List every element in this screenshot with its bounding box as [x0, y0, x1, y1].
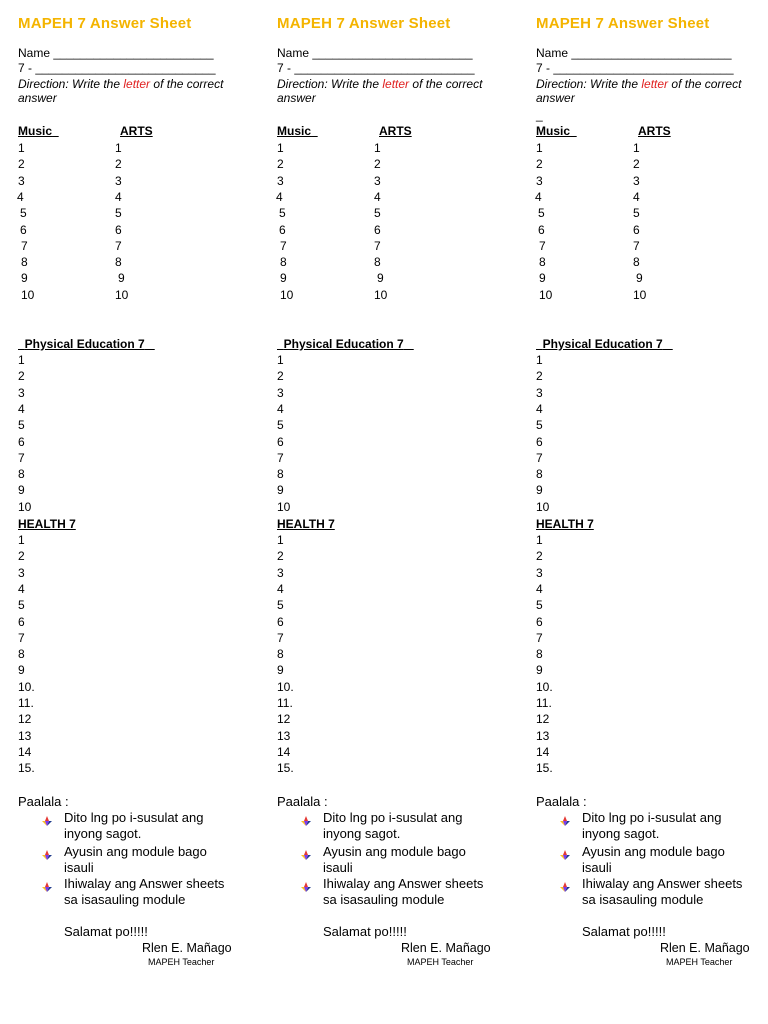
answer-number: 1: [374, 141, 381, 155]
answer-number: 15.: [536, 761, 553, 776]
answer-number: 4: [18, 401, 25, 416]
answer-number: 13: [18, 728, 32, 743]
name-line: Name ________________________: [277, 46, 473, 60]
name-line: Name ________________________: [536, 46, 732, 60]
reminder-item: Dito lng po i-susulat ang inyong sagot.: [323, 810, 463, 841]
answer-number: 3: [633, 173, 640, 188]
reminder-item: Ihiwalay ang Answer sheets sa isasauling module: [64, 876, 225, 907]
bullet-icon: [301, 847, 311, 857]
reminder-item: Dito lng po i-susulat ang inyong sagot.: [64, 810, 204, 841]
answer-number: 10: [539, 287, 553, 302]
answer-number: 1: [277, 141, 284, 155]
reminder-title: Paalala :: [18, 794, 69, 809]
answer-number: 10: [21, 287, 35, 302]
bullet-icon: [301, 879, 311, 889]
music-label: Music: [277, 124, 312, 138]
answer-number: 4: [536, 401, 543, 416]
answer-number: 5: [277, 598, 284, 613]
answer-number: 5: [18, 418, 25, 433]
bullet-icon: [301, 813, 311, 823]
answer-number: 8: [277, 647, 284, 662]
health-header: HEALTH 7: [536, 517, 594, 531]
reminder-item: Ayusin ang module bago isauli: [582, 844, 725, 875]
answer-number: 7: [277, 450, 284, 465]
answer-number: 4: [18, 581, 25, 596]
answer-number: 4: [374, 189, 381, 204]
direction-text: [277, 77, 512, 105]
answer-number: 3: [115, 173, 122, 188]
answer-number: 10.: [277, 679, 294, 694]
answer-number: 3: [536, 173, 543, 188]
answer-number: 4: [536, 581, 543, 596]
answer-number: 9: [280, 271, 287, 286]
answer-number: 10: [536, 499, 550, 514]
answer-number: 8: [633, 255, 640, 270]
teacher-role: MAPEH Teacher: [148, 957, 215, 967]
answer-number: 12: [277, 712, 291, 727]
music-header: [277, 124, 318, 138]
answer-sheet-copy-2: [277, 0, 527, 1024]
answer-number: 9: [21, 271, 28, 286]
thanks-text: Salamat po!!!!!: [582, 924, 666, 939]
answer-number: 3: [277, 173, 284, 188]
answer-number: 3: [536, 565, 543, 580]
bullet-icon: [560, 847, 570, 857]
answer-number: 1: [18, 353, 25, 367]
answer-number: 6: [20, 222, 27, 237]
section-line: 7 - ___________________________: [277, 61, 475, 75]
stray-mark: _: [536, 108, 543, 122]
answer-number: 7: [539, 238, 546, 253]
answer-number: 2: [536, 549, 543, 564]
answer-number: 6: [18, 434, 25, 449]
answer-number: 2: [536, 369, 543, 384]
answer-number: 6: [633, 222, 640, 237]
answer-number: 8: [277, 467, 284, 482]
reminder-title: Paalala :: [536, 794, 587, 809]
pe-label: Physical Education 7: [24, 337, 145, 351]
arts-header: ARTS: [120, 124, 153, 138]
answer-number: 12: [18, 712, 32, 727]
answer-number: 10: [374, 287, 388, 302]
answer-number: 8: [115, 255, 122, 270]
section-line: 7 - ___________________________: [536, 61, 734, 75]
answer-number: 1: [18, 141, 25, 155]
answer-number: 3: [18, 565, 25, 580]
answer-number: 7: [115, 238, 122, 253]
answer-number: 10: [115, 287, 129, 302]
answer-number: 7: [633, 238, 640, 253]
bullet-icon: [42, 847, 52, 857]
answer-number: 5: [277, 418, 284, 433]
answer-number: 6: [536, 434, 543, 449]
answer-number: 9: [18, 483, 25, 498]
thanks-text: Salamat po!!!!!: [64, 924, 148, 939]
music-header: [18, 124, 59, 138]
answer-number: 11.: [18, 696, 34, 710]
answer-number: 2: [18, 549, 25, 564]
answer-number: 9: [536, 663, 543, 678]
answer-number: 8: [18, 647, 25, 662]
music-label: Music: [18, 124, 53, 138]
reminder-item: Ayusin ang module bago isauli: [323, 844, 466, 875]
sheet-title: MAPEH 7 Answer Sheet: [277, 15, 451, 32]
direction-pre: Direction: Write the: [18, 77, 124, 91]
answer-number: 2: [277, 369, 284, 384]
answer-number: 6: [536, 614, 543, 629]
answer-number: 9: [377, 271, 384, 286]
answer-number: 12: [536, 712, 550, 727]
answer-number: 4: [17, 189, 24, 204]
arts-header: ARTS: [638, 124, 671, 138]
answer-number: 10: [18, 499, 32, 514]
answer-number: 1: [536, 533, 543, 547]
answer-number: 14: [277, 744, 291, 759]
answer-number: 10: [633, 287, 647, 302]
reminder-item: Ihiwalay ang Answer sheets sa isasauling module: [323, 876, 484, 907]
answer-number: 8: [536, 647, 543, 662]
direction-text: [18, 77, 253, 105]
answer-number: 5: [18, 598, 25, 613]
answer-number: 10.: [536, 679, 553, 694]
answer-number: 4: [277, 401, 284, 416]
answer-number: 6: [538, 222, 545, 237]
answer-number: 15.: [277, 761, 294, 776]
direction-post: of the correct answer: [18, 77, 224, 105]
answer-number: 6: [374, 222, 381, 237]
answer-number: 2: [115, 157, 122, 172]
answer-number: 7: [18, 630, 25, 645]
answer-number: 13: [536, 728, 550, 743]
answer-number: 5: [374, 206, 381, 221]
pe-label: Physical Education 7: [542, 337, 663, 351]
answer-number: 1: [536, 141, 543, 155]
answer-number: 14: [18, 744, 32, 759]
answer-number: 1: [18, 533, 25, 547]
answer-number: 4: [115, 189, 122, 204]
answer-number: 11.: [536, 696, 552, 710]
answer-number: 10: [277, 499, 291, 514]
answer-number: 2: [277, 157, 284, 172]
answer-number: 9: [277, 663, 284, 678]
direction-highlight: letter: [123, 77, 151, 91]
answer-number: 2: [374, 157, 381, 172]
answer-number: 1: [115, 141, 122, 155]
direction-post: of the correct answer: [536, 77, 742, 105]
answer-number: 6: [279, 222, 286, 237]
answer-number: 5: [633, 206, 640, 221]
teacher-role: MAPEH Teacher: [407, 957, 474, 967]
answer-number: 7: [374, 238, 381, 253]
direction-highlight: letter: [641, 77, 669, 91]
answer-number: 2: [277, 549, 284, 564]
answer-number: 5: [536, 598, 543, 613]
answer-number: 4: [276, 189, 283, 204]
answer-number: 2: [18, 157, 25, 172]
bullet-icon: [560, 813, 570, 823]
answer-number: 10.: [18, 679, 35, 694]
answer-number: 3: [374, 173, 381, 188]
answer-sheet-copy-1: [18, 0, 268, 1024]
answer-number: 5: [279, 206, 286, 221]
answer-number: 5: [115, 206, 122, 221]
answer-number: 1: [536, 353, 543, 367]
answer-sheet-copy-3: [536, 0, 768, 1024]
pe-header: [536, 337, 673, 351]
section-line: 7 - ___________________________: [18, 61, 216, 75]
reminder-item: Ayusin ang module bago isauli: [64, 844, 207, 875]
answer-number: 3: [536, 385, 543, 400]
answer-number: 9: [277, 483, 284, 498]
direction-pre: Direction: Write the: [536, 77, 642, 91]
answer-number: 8: [374, 255, 381, 270]
pe-label: Physical Education 7: [283, 337, 404, 351]
teacher-role: MAPEH Teacher: [666, 957, 733, 967]
teacher-name: Rlen E. Mañago: [142, 941, 232, 955]
answer-number: 4: [633, 189, 640, 204]
answer-number: 2: [18, 369, 25, 384]
answer-number: 7: [18, 450, 25, 465]
answer-number: 8: [280, 255, 287, 270]
answer-number: 6: [18, 614, 25, 629]
answer-number: 3: [18, 385, 25, 400]
direction-pre: Direction: Write the: [277, 77, 383, 91]
answer-number: 14: [536, 744, 550, 759]
pe-header: [277, 337, 414, 351]
answer-number: 7: [21, 238, 28, 253]
answer-number: 6: [277, 434, 284, 449]
answer-number: 13: [277, 728, 291, 743]
answer-number: 1: [277, 353, 284, 367]
arts-header: ARTS: [379, 124, 412, 138]
answer-number: 3: [18, 173, 25, 188]
direction-text: [536, 77, 768, 105]
answer-number: 7: [536, 630, 543, 645]
answer-number: 6: [115, 222, 122, 237]
answer-number: 2: [536, 157, 543, 172]
name-line: Name ________________________: [18, 46, 214, 60]
answer-number: 8: [539, 255, 546, 270]
answer-number: 9: [539, 271, 546, 286]
answer-number: 9: [118, 271, 125, 286]
answer-number: 11.: [277, 696, 293, 710]
reminder-item: Ihiwalay ang Answer sheets sa isasauling module: [582, 876, 743, 907]
bullet-icon: [42, 879, 52, 889]
answer-number: 8: [21, 255, 28, 270]
answer-number: 5: [536, 418, 543, 433]
sheet-title: MAPEH 7 Answer Sheet: [18, 15, 192, 32]
reminder-title: Paalala :: [277, 794, 328, 809]
answer-number: 4: [535, 189, 542, 204]
answer-number: 9: [18, 663, 25, 678]
music-header: [536, 124, 577, 138]
health-header: HEALTH 7: [18, 517, 76, 531]
bullet-icon: [560, 879, 570, 889]
direction-post: of the correct answer: [277, 77, 483, 105]
answer-number: 1: [277, 533, 284, 547]
pe-header: [18, 337, 155, 351]
answer-number: 10: [280, 287, 294, 302]
reminder-item: Dito lng po i-susulat ang inyong sagot.: [582, 810, 722, 841]
sheet-title: MAPEH 7 Answer Sheet: [536, 15, 710, 32]
answer-number: 7: [280, 238, 287, 253]
answer-number: 6: [277, 614, 284, 629]
music-label: Music: [536, 124, 571, 138]
answer-number: 3: [277, 385, 284, 400]
answer-number: 9: [636, 271, 643, 286]
thanks-text: Salamat po!!!!!: [323, 924, 407, 939]
answer-number: 5: [538, 206, 545, 221]
teacher-name: Rlen E. Mañago: [401, 941, 491, 955]
teacher-name: Rlen E. Mañago: [660, 941, 750, 955]
answer-number: 2: [633, 157, 640, 172]
answer-number: 7: [536, 450, 543, 465]
answer-number: 5: [20, 206, 27, 221]
health-header: HEALTH 7: [277, 517, 335, 531]
answer-number: 1: [633, 141, 640, 155]
answer-number: 4: [277, 581, 284, 596]
answer-number: 15.: [18, 761, 35, 776]
answer-number: 7: [277, 630, 284, 645]
answer-number: 9: [536, 483, 543, 498]
answer-number: 3: [277, 565, 284, 580]
bullet-icon: [42, 813, 52, 823]
answer-number: 8: [18, 467, 25, 482]
answer-number: 8: [536, 467, 543, 482]
direction-highlight: letter: [382, 77, 410, 91]
